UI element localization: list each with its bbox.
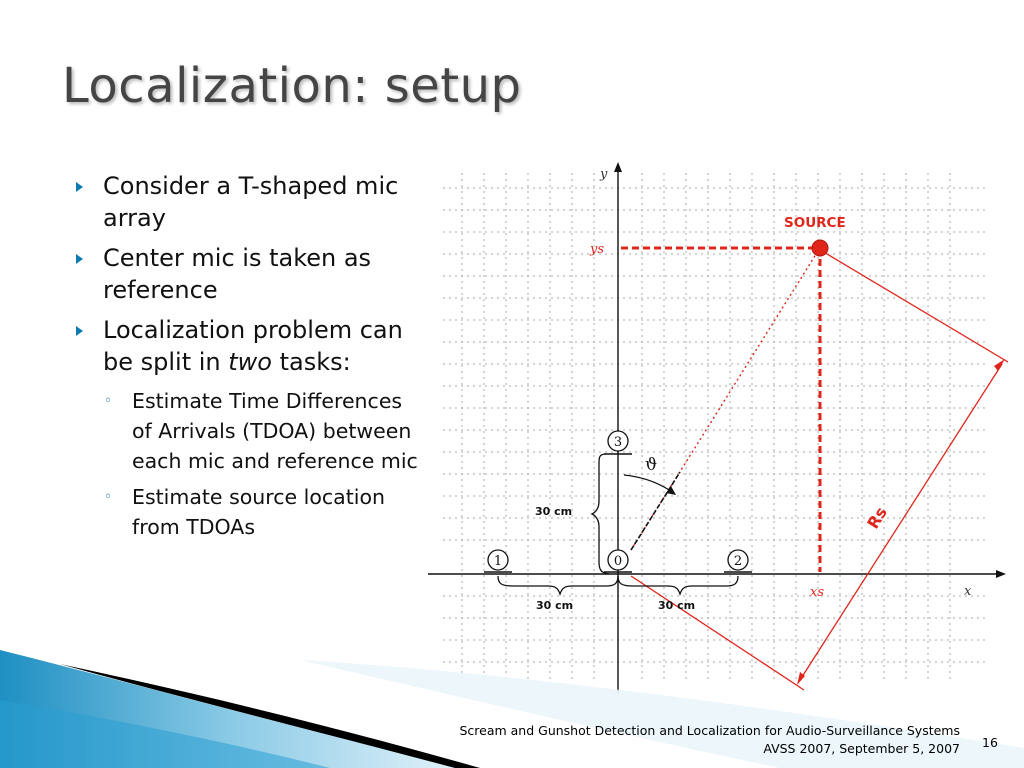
rs-label: Rs bbox=[863, 503, 891, 533]
xs-label: xs bbox=[810, 585, 825, 600]
source-label: SOURCE bbox=[784, 215, 846, 231]
footer bbox=[459, 722, 960, 758]
slide-title: Localization: setup bbox=[62, 58, 522, 114]
triangle-bullet-icon bbox=[76, 182, 83, 192]
bullet-item bbox=[76, 314, 421, 378]
x-axis-label: x bbox=[964, 584, 972, 599]
ring-bullet-icon: ◦ bbox=[104, 393, 113, 409]
localization-diagram bbox=[428, 158, 1008, 698]
right-distance-label: 30 cm bbox=[658, 599, 696, 612]
bullet-text-before: Localization problem can be split in bbox=[103, 316, 403, 376]
mic-3 bbox=[604, 431, 632, 454]
source-projections bbox=[621, 248, 820, 572]
mic-label: 3 bbox=[613, 435, 623, 450]
angle-arrowhead bbox=[666, 486, 676, 495]
left-distance-label: 30 cm bbox=[536, 599, 574, 612]
triangle-bullet-icon bbox=[76, 254, 83, 264]
slide-number: 16 bbox=[982, 735, 998, 750]
angle-reference-line bbox=[631, 472, 680, 550]
source-marker bbox=[812, 240, 828, 256]
mic-2 bbox=[724, 550, 752, 572]
axes bbox=[428, 162, 1006, 693]
sub-bullet-text: Estimate source location from TDOAs bbox=[132, 485, 385, 539]
mic-1 bbox=[484, 550, 512, 572]
bullet-text: Center mic is taken as reference bbox=[103, 244, 372, 304]
angle-arc bbox=[624, 475, 672, 492]
footer-title: Scream and Gunshot Detection and Localization for Audio-Surveillance Systems bbox=[459, 723, 960, 738]
bullet-text-after: tasks: bbox=[271, 348, 351, 376]
sub-bullet-item bbox=[76, 386, 421, 476]
mic-0 bbox=[604, 550, 632, 572]
footer-date: AVSS 2007, September 5, 2007 bbox=[763, 741, 960, 756]
mic-label: 2 bbox=[733, 554, 743, 569]
y-axis-label: y bbox=[600, 167, 608, 182]
vertical-brace bbox=[592, 454, 609, 574]
sub-bullet-item bbox=[76, 482, 421, 542]
ring-bullet-icon: ◦ bbox=[104, 489, 113, 505]
bullet-text-emphasis: two bbox=[228, 348, 272, 376]
bullet-list bbox=[76, 170, 421, 548]
ys-label: ys bbox=[590, 242, 605, 257]
theta-label: ϑ bbox=[645, 455, 658, 475]
triangle-bullet-icon bbox=[76, 326, 83, 336]
mic-label: 0 bbox=[613, 554, 623, 569]
mic-label: 1 bbox=[493, 554, 503, 569]
left-brace bbox=[498, 576, 618, 594]
vertical-distance-label: 30 cm bbox=[535, 505, 573, 518]
bullet-item bbox=[76, 170, 421, 234]
bullet-item bbox=[76, 242, 421, 306]
bullet-text: Consider a T-shaped mic array bbox=[103, 172, 399, 232]
sub-bullet-text: Estimate Time Differences of Arrivals (TDOA) between each mic and reference mic bbox=[132, 389, 418, 473]
